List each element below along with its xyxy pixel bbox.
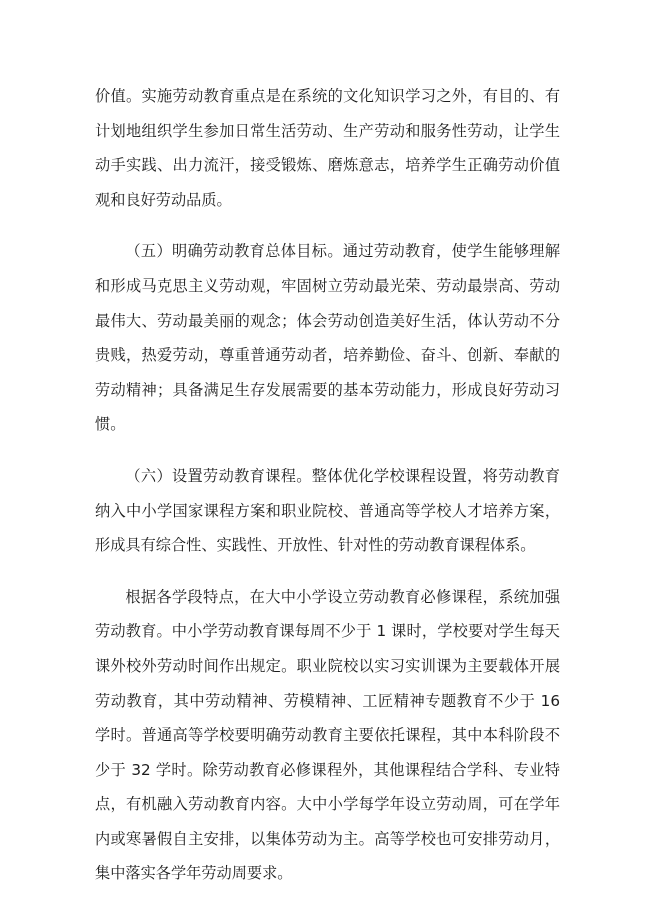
paragraph-continuation: 价值。实施劳动教育重点是在系统的文化知识学习之外，有目的、有计划地组织学生参加日常生活劳动、生产劳动和服务性劳动，让学生动手实践、出力流汗，接受锻炼、磨炼意志，培养学生正确劳动价值观和良好劳动品质。 [95, 87, 560, 209]
paragraph-section-6: （六）设置劳动教育课程。整体优化学校课程设置，将劳动教育纳入中小学国家课程方案和职业院校、普通高等学校人才培养方案，形成具有综合性、实践性、开放性、针对性的劳动教育课程体系。 [95, 466, 560, 555]
document-body [95, 79, 560, 908]
paragraph-course-requirements: 根据各学段特点，在大中小学设立劳动教育必修课程，系统加强劳动教育。中小学劳动教育课每周不少于 1 课时，学校要对学生每天课外校外劳动时间作出规定。职业院校以实习实训课为主要载体开展劳动教育，其中劳动精神、劳模精神、工匠精神专题教育不少于 16 学时。普通高等学校要明确劳动教育主要依托课程，其中本科阶段不少于 32 学时。除劳动教育必修课程外，其他课程结合学科、专业特点，有机融入劳动教育内容。大中小学每学年设立劳动周，可在学年内或寒暑假自主安排，以集体劳动为主。高等学校也可安排劳动月，集中落实各学年劳动周要求。 [95, 587, 560, 883]
paragraph-section-5: （五）明确劳动教育总体目标。通过劳动教育，使学生能够理解和形成马克思主义劳动观，牢固树立劳动最光荣、劳动最崇高、劳动最伟大、劳动最美丽的观念；体会劳动创造美好生活，体认劳动不分贵贱，热爱劳动，尊重普通劳动者，培养勤俭、奋斗、创新、奉献的劳动精神；具备满足生存发展需要的基本劳动能力，形成良好劳动习惯。 [95, 242, 560, 434]
